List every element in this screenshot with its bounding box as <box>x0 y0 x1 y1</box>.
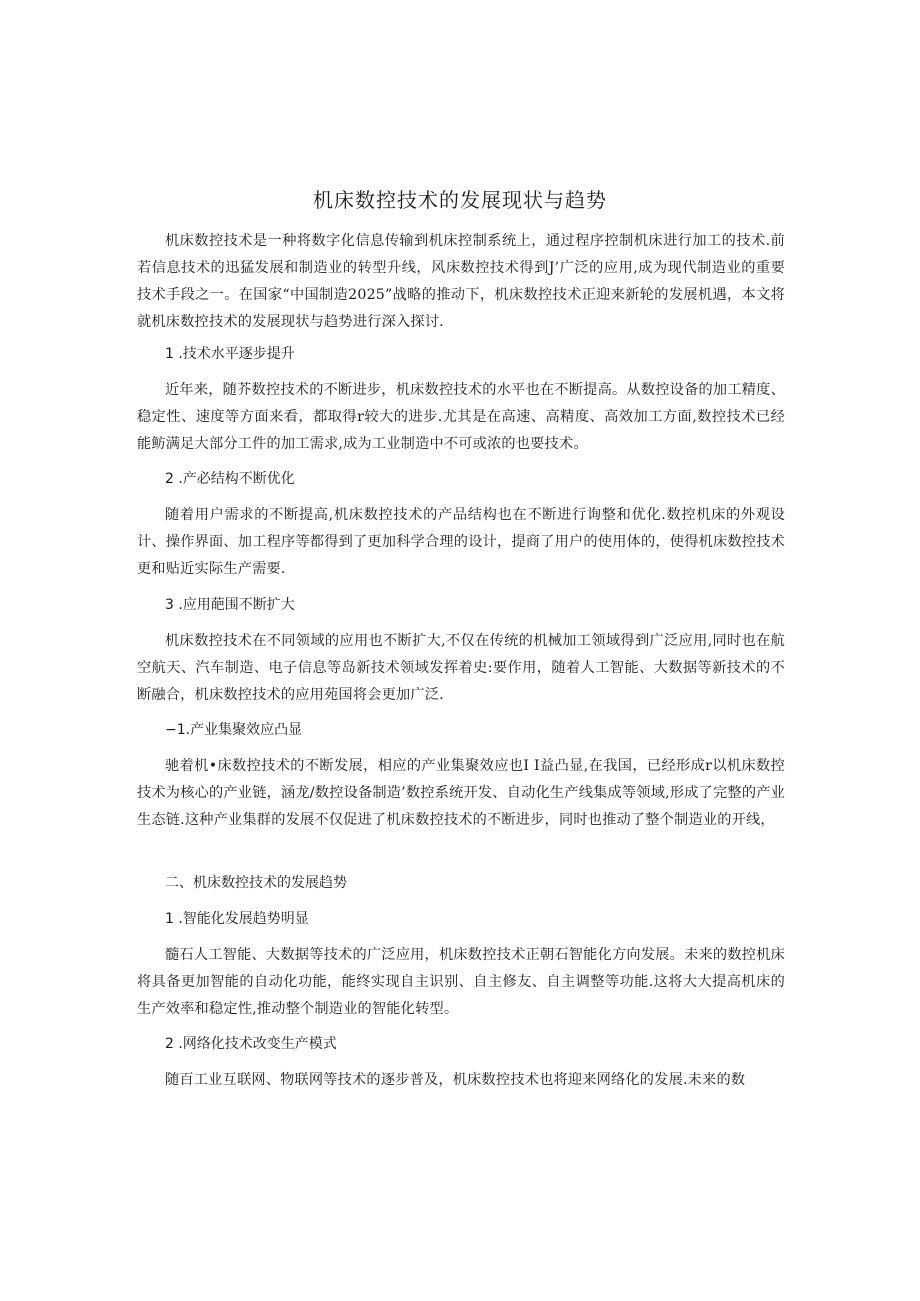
section2-heading-2: 2 .网络化技术改变生产模式 <box>165 1036 337 1052</box>
section1-heading-3: 3 .应用葩围不断扩大 <box>165 597 295 613</box>
section1-paragraph-1: 近年来，随芥数控技术的不断进步，机床数控技术的水平也在不断提高。从数控设备的加工精度、稳定性、速度等方面来看，都取得r较大的进步.尤其是在高速、高精度、高效加工方面,数控技术已经能鲂满足大部分工件的加工需求,成为工业制造中不可或浓的也要技术。 <box>137 382 785 452</box>
section1-heading-1: 1 .技术水平逐步提升 <box>165 346 295 362</box>
section1-paragraph-3: 机床数控技术在不同领域的应用也不断扩大,不仅在传统的机械加工领域得到广泛应用,同时也在航空航天、汽车制造、电子信息等岛新技术领域发挥着史:要作用，随着人工智能、大数据等新技术的不断融合，机床数控技术的应用苑国将会更加广泛. <box>137 633 785 703</box>
section1-paragraph-4: 驰着机•床数控技术的不断发展，相应的产业集聚效应也I I益凸显,在我国，已经形成r以机床数控技术为核心的产业链，涵龙/数控设备制造’数控系统开发、自动化生产线集成等领域,形成了完整的产业生态链.这种产业集群的发展不仅促进了机床数控技术的不断进步，同时也推动了整个制造业的开线， <box>137 758 785 828</box>
section1-paragraph-2: 随着用户需求的不断提高,机床数控技术的产品结构也在不断进行询整和优化.数控机床的外观设计、操作界面、加工程序等都得到了更加科学合理的设计，提商了用户的使用体的，使得机床数控技术更和贴近实际生产需要. <box>137 507 785 577</box>
intro-paragraph: 机床数控技术是一种将数字化信息传输到机床控制系统上，通过程序控制机床进行加工的技术.前若信息技术的迅猛发展和制造业的转型升线，风床数控技术得到J’广泛的应用,成为现代制造业的重要技术手段之一。在国家“中国制造2025”战略的推动下，机床数控技术正迎来新轮的发展机遇，本文将就机床数控技术的发展现状与趋势进行深入探讨. <box>137 233 785 330</box>
document-title: 机床数控技术的发展现状与趋势 <box>313 188 607 212</box>
section1-heading-2: 2 .产必结构不断优化 <box>165 471 295 487</box>
section2-heading-1: 1 .智能化发展趋势明显 <box>165 911 309 927</box>
section2-heading: 二、机床数控技术的发展趋势 <box>165 875 347 891</box>
section1-heading-4: −1.产业集聚效应凸显 <box>165 722 303 738</box>
section2-paragraph-2: 随百工业互联网、物联网等技术的逐步普及，机床数控技术也将迎来网络化的发展.未来的数 <box>165 1072 746 1088</box>
section2-paragraph-1: 髓石人工智能、大数据等技术的广泛应用，机床数控技术正朝石智能化方向发展。未来的数控机床将具备更加智能的自动化功能，能终实现自主识别、自主修友、自主调整等功能.这将大大提高机床的生产效率和稳定性,推动整个制造业的智能化转型。 <box>137 947 785 1017</box>
